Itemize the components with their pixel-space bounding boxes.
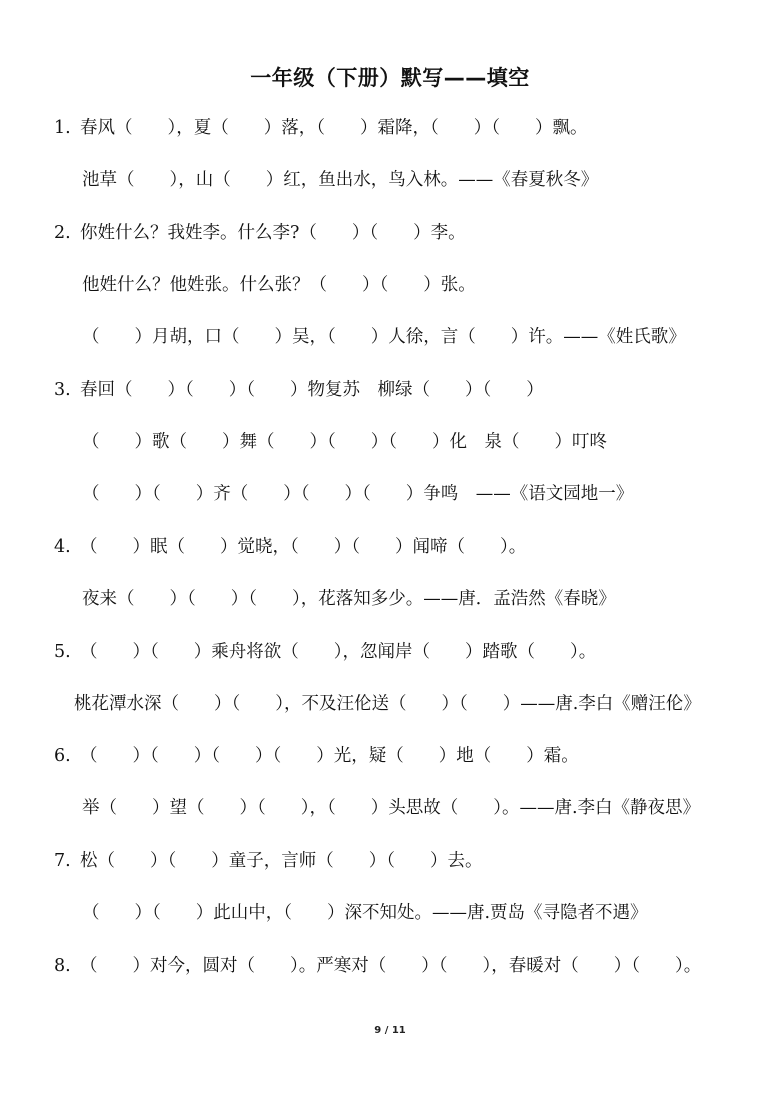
question-3-line-3: （ ）（ ）齐（ ）（ ）（ ）争鸣 ——《语文园地一》 [82,484,634,504]
question-text: （ ）（ ）（ ）（ ）光，疑（ ）地（ ）霜。 [80,746,579,766]
question-4-line-2: 夜来（ ）（ ）（ ），花落知多少。——唐．孟浩然《春晓》 [82,589,616,609]
question-number: 2. [54,223,71,243]
question-2-line-1 [54,225,466,243]
question-3-line-2: （ ）歌（ ）舞（ ）（ ）（ ）化 泉（ ）叮咚 [82,432,607,452]
question-4-line-1 [54,539,526,557]
question-number: 3. [54,380,71,400]
question-6-line-1 [54,748,579,766]
question-number: 1. [54,118,71,138]
question-number: 6. [54,746,71,766]
question-text: 松（ ）（ ）童子，言师（ ）（ ）去。 [80,851,483,871]
page-number: 9 / 11 [374,1025,406,1036]
question-7-line-2: （ ）（ ）此山中，（ ）深不知处。——唐.贾岛《寻隐者不遇》 [82,903,648,923]
question-5-line-2: 桃花潭水深（ ）（ ），不及汪伦送（ ）（ ）——唐.李白《赠汪伦》 [74,694,701,714]
question-number: 8. [54,956,71,976]
question-1-line-1 [54,120,588,138]
question-6-line-2: 举（ ）望（ ）（ ），（ ）头思故（ ）。——唐.李白《静夜思》 [82,798,701,818]
question-8-line-1 [54,958,701,976]
question-text: （ ）眠（ ）觉晓，（ ）（ ）闻啼（ ）。 [80,537,527,557]
question-7-line-1 [54,853,483,871]
question-1-line-2: 池草（ ），山（ ）红，鱼出水，鸟入林。——《春夏秋冬》 [82,170,599,190]
question-2-line-2: 他姓什么？他姓张。什么张？（ ）（ ）张。 [82,275,476,295]
question-3-line-1 [54,382,544,400]
question-text: 你姓什么？我姓李。什么李?（ ）（ ）李。 [80,223,466,243]
question-2-line-3: （ ）月胡，口（ ）吴，（ ）人徐，言（ ）许。——《姓氏歌》 [82,327,686,347]
question-number: 5. [54,642,71,662]
question-number: 4. [54,537,71,557]
question-text: （ ）（ ）乘舟将欲（ ），忽闻岸（ ）踏歌（ ）。 [80,642,597,662]
question-5-line-1 [54,644,596,662]
question-number: 7. [54,851,71,871]
question-text: 春风（ ），夏（ ）落，（ ）霜降，（ ）（ ）飘。 [80,118,588,138]
question-text: 春回（ ）（ ）（ ）物复苏 柳绿（ ）（ ） [80,380,544,400]
question-text: （ ）对今，圆对（ ）。严寒对（ ）（ ），春暖对（ ）（ ）。 [80,956,702,976]
page-title: 一年级（下册）默写——填空 [250,66,530,90]
